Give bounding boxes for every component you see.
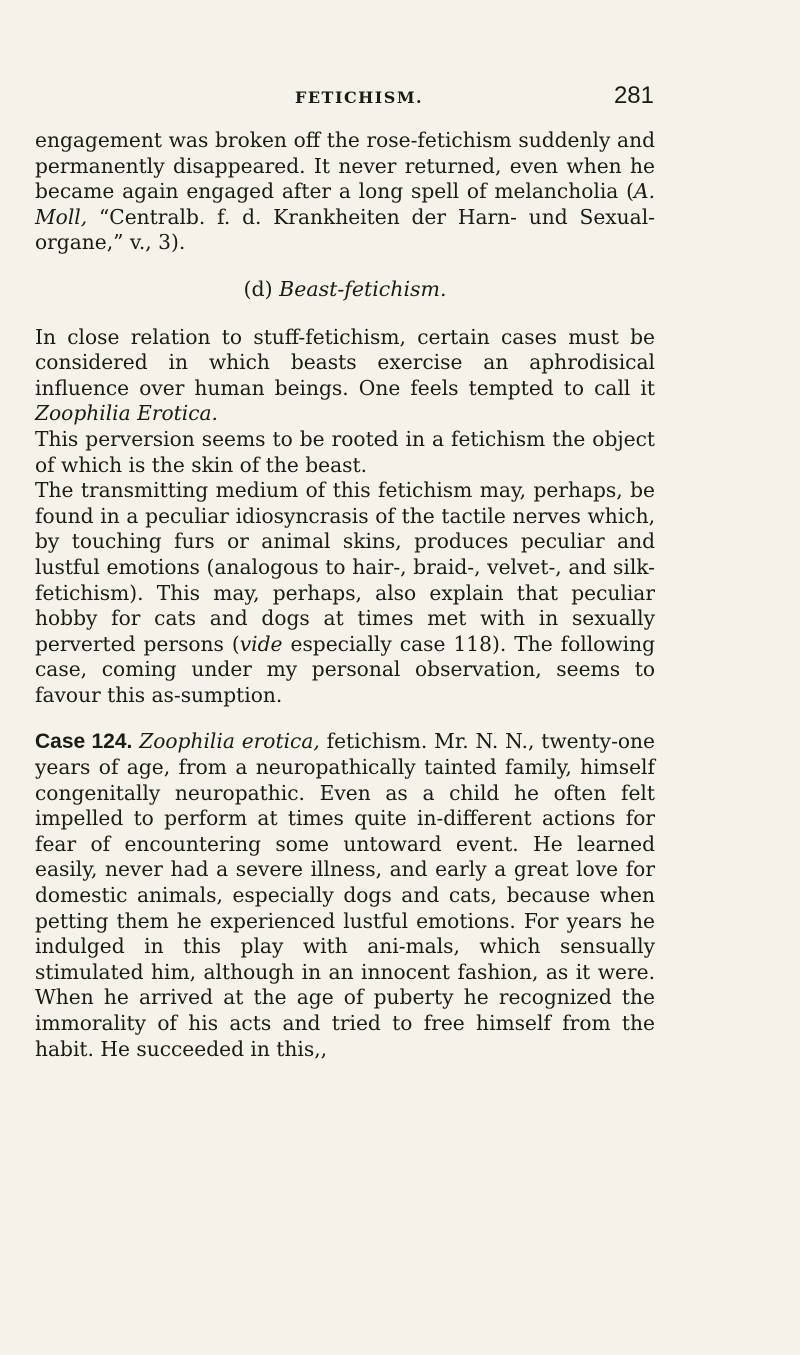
paragraph-3-text-end: especially case 118). The following case, coming under my personal observation, seems to favour this as-sumption. xyxy=(35,631,655,707)
intro-text-end: “Centralb. f. d. Krankheiten der Harn- und Sexual-organe,” v., 3). xyxy=(35,204,655,255)
author-citation: A. Moll, xyxy=(35,179,655,229)
running-head xyxy=(0,82,800,112)
case-paragraph xyxy=(35,729,655,1062)
section-label: (d) xyxy=(243,276,273,301)
paragraph-1-text: In close relation to stuff-fetichism, certain cases must be considered in which beasts exercise an aphrodisical influence over human beings. One feels tempted to call it xyxy=(35,324,655,400)
section-title: Beast-fetichism. xyxy=(279,276,447,301)
intro-text-start: engagement was broken off the rose-fetichism suddenly and permanently disappeared. It never returned, even when he became again engaged after a long spell of melancholia ( xyxy=(35,128,655,204)
intro-paragraph xyxy=(35,128,655,256)
page-number: 281 xyxy=(613,82,654,109)
zoophilia-term: Zoophilia Erotica. xyxy=(35,401,218,426)
vide-term: vide xyxy=(239,631,283,656)
paragraph-2: This perversion seems to be rooted in a fetichism the object of which is the skin of the beast. xyxy=(35,426,655,477)
case-label: Case 124. xyxy=(35,730,133,754)
section-heading xyxy=(35,277,655,303)
paragraph-3-text-start: The transmitting medium of this fetichism may, perhaps, be found in a peculiar idiosyncrasis of the tactile nerves which, by touching furs or animal skins, produces peculiar and lustful emotions (analogous to hair-, braid-, velvet-, and silk-fetichism). This may, perhaps, also explain that peculiar hobby for cats and dogs at times met with in sexually perverted persons ( xyxy=(35,478,655,656)
running-title: FETICHISM. xyxy=(295,88,424,107)
paragraph-1 xyxy=(35,325,655,427)
body-text xyxy=(35,128,655,1062)
paragraph-3 xyxy=(35,478,655,708)
case-term: Zoophilia erotica, xyxy=(139,729,320,754)
case-text: fetichism. Mr. N. N., twenty-one years of age, from a neuropathically tainted family, himself congenitally neuropathic. Even as a child he often felt impelled to perform at times quite in-different actions for fear of encountering some untoward event. He learned easily, never had a severe illness, and early a great love for domestic animals, especially dogs and cats, because when petting them he experienced lustful emotions. For years he indulged in this play with ani-mals, which sensually stimulated him, although in an innocent fashion, as it were. When he arrived at the age of puberty he recognized the immorality of his acts and tried to free himself from the habit. He succeeded in this,, xyxy=(35,729,655,1061)
